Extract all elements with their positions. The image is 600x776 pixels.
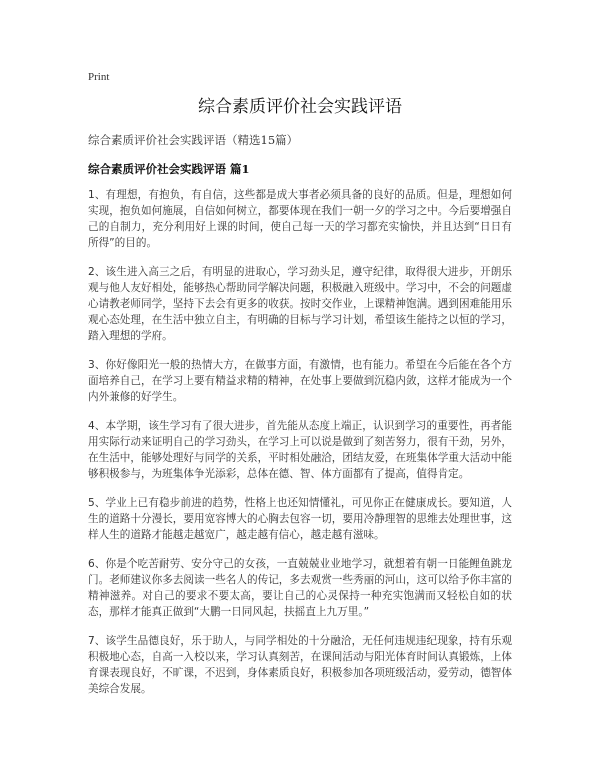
paragraph-6: 6、你是个吃苦耐劳、安分守己的女孩，一直兢兢业业地学习，就想着有朝一日能鲤鱼跳龙门。老师建议你多去阅读一些名人的传记，多去观赏一些秀丽的河山，这可以给予你丰富的精神滋养。对自己的要求不要太高，要让自己的心灵保持一种充实饱满而又轻松自如的状态，那样才能真正做到“大鹏一日同风起，扶摇直上九万里。” [88, 558, 512, 618]
paragraph-5: 5、学业上已有稳步前进的趋势，性格上也还知情懂礼，可见你正在健康成长。要知道，人生的道路十分漫长，要用宽容博大的心胸去包容一切，要用冷静理智的思维去处理世事，这样人生的道路才能越走越宽广，越走越有信心，越走越有滋味。 [88, 497, 512, 541]
document-title: 综合素质评价社会实践评语 [198, 97, 402, 117]
paragraph-7: 7、该学生品德良好，乐于助人，与同学相处的十分融洽，无任何违规违纪现象，持有乐观积极地心态，自高一入校以来，学习认真刻苦，在课间活动与阳光体育时间认真锻炼，上体育课表现良好，不旷课，不迟到，身体素质良好，积极参加各项班级活动，爱劳动，德智体美综合发展。 [88, 635, 512, 695]
paragraph-2: 2、该生进入高三之后，有明显的进取心，学习劲头足，遵守纪律，取得很大进步，开朗乐观与他人友好相处，能够热心帮助同学解决问题，积极融入班级中。学习中，不会的问题虚心请教老师同学，坚持下去会有更多的收获。按时交作业，上课精神饱满。遇到困难能用乐观心态处理，在生活中独立自主，有明确的目标与学习计划，希望该生能持之以恒的学习，踏入理想的学府。 [88, 266, 512, 342]
print-label: Print [88, 71, 110, 83]
paragraph-1: 1、有理想，有抱负，有自信，这些都是成大事者必须具备的良好的品质。但是，理想如何实现，抱负如何施展，自信如何树立，都要体现在我们一朝一夕的学习之中。今后要增强自己的自制力，充分利用好上课的时间，使自己每一天的学习都充实愉快，并且达到“日日有所得”的目的。 [88, 189, 512, 249]
paragraph-3: 3、你好像阳光一般的热情大方，在做事方面，有激情，也有能力。希望在今后能在各个方面培养自己，在学习上要有精益求精的精神，在处事上要做到沉稳内敛，这样才能成为一个内外兼修的好学生。 [88, 359, 512, 403]
section-heading: 综合素质评价社会实践评语 篇1 [88, 162, 250, 176]
paragraph-4: 4、本学期，该生学习有了很大进步，首先能从态度上端正，认识到学习的重要性，再者能用实际行动来证明自己的学习劲头，在学习上可以说是做到了刻苦努力，很有干劲，另外，在生活中，能够处理好与同学的关系，平时相处融洽，团结友爱，在班集体学重大活动中能够积极参与，为班集体争光添彩，总体在德、智、体方面都有了提高，值得肯定。 [88, 420, 512, 480]
document-subtitle: 综合素质评价社会实践评语（精选15篇） [88, 133, 299, 147]
